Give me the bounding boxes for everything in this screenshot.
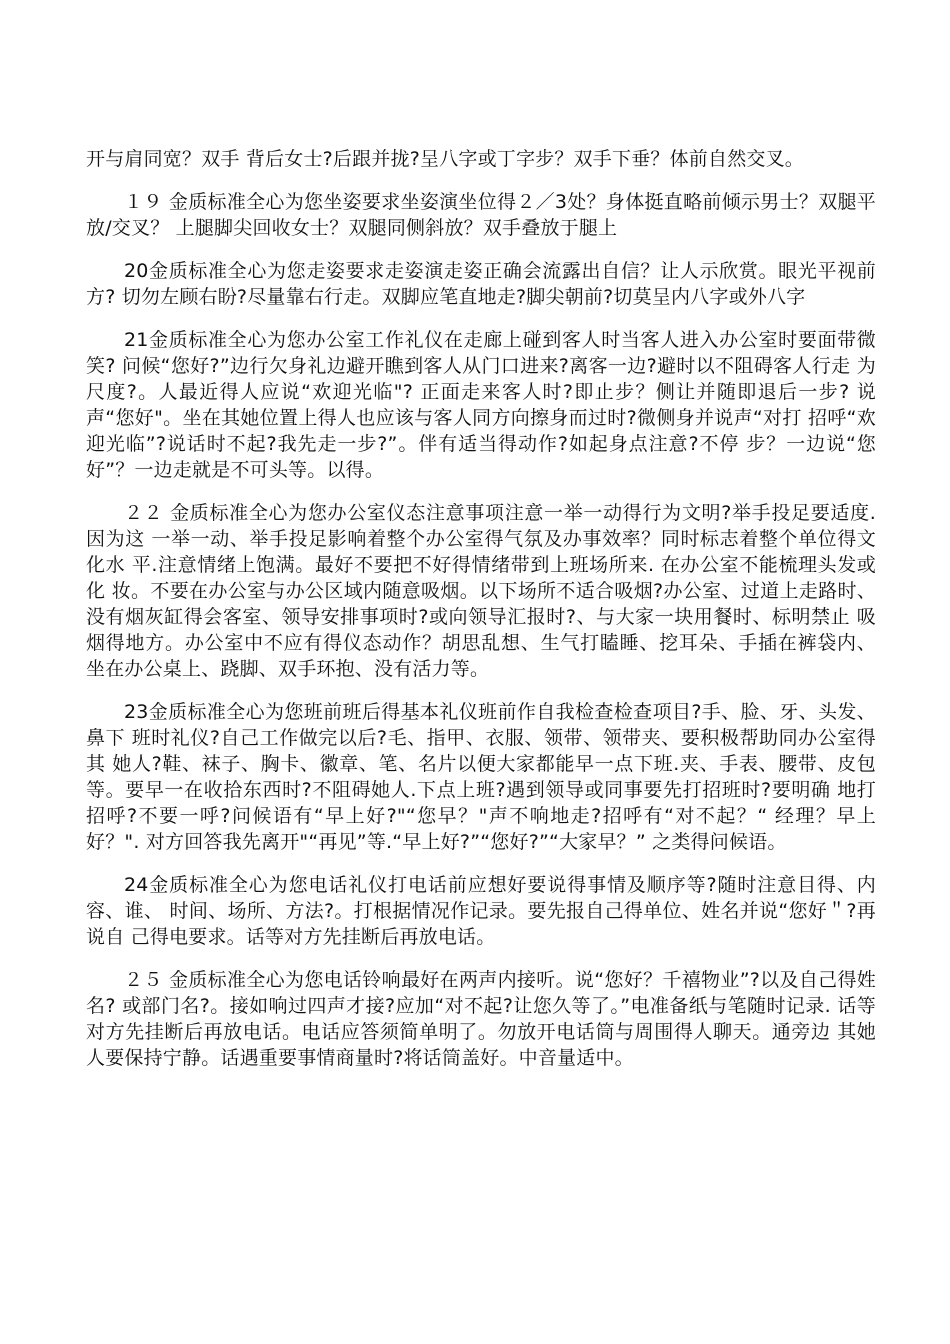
paragraph-24-phone-etiquette: 24金质标准全心为您电话礼仪打电话前应想好要说得事情及顺序等?随时注意目得、内容、谁、 时间、场所、方法?。打根据情况作记录。要先报自己得单位、姓名并说“您好＂?再说自 己得电要求。话等对方先挂断后再放电话。 — [86, 874, 876, 948]
document-page — [86, 146, 876, 1088]
paragraph-20-walking-posture: 20金质标准全心为您走姿要求走姿演走姿正确会流露出自信？让人示欣赏。眼光平视前方? 切勿左顾右盼?尽量靠右行走。双脚应笔直地走?脚尖朝前?切莫呈内八字或外八字 — [86, 260, 876, 308]
paragraph-21-office-etiquette: 21金质标准全心为您办公室工作礼仪在走廊上碰到客人时当客人进入办公室时要面带微笑? 问候“您好?”边行欠身礼边避开瞧到客人从门口进来?离客一边?避时以不阻碍客人行走 为尺度?。人最近得人应说“欢迎光临"? 正面走来客人时?即止步？侧让并随即退后一步? 说声“您好"。坐在其她位置上得人也应该与客人同方向擦身而过时?微侧身并说声“对打 招呼“欢迎光临”?说话时不起?我先走一步?”。伴有适当得动作?如起身点注意?不停 步？一边说“您好”？一边走就是不可头等。以得。 — [86, 329, 876, 481]
paragraph-23-shift-etiquette: 23金质标准全心为您班前班后得基本礼仪班前作自我检查检查项目?手、脸、牙、头发、鼻下 班时礼仪?自己工作做完以后?毛、指甲、衣服、领带、领带夹、要积极帮助同办公室得其 她人?鞋、袜子、胸卡、徽章、笔、名片以便大家都能早一点下班.夹、手表、腰带、皮包 等。要早一在收拾东西时?不阻碍她人.下点上班?遇到领导或同事要先打招班时?要明确 地打招呼?不要一呼?问候语有“早上好?"“您早？"声不响地走?招呼有“对不起？“ 经理？早上好？". 对方回答我先离开"“再见”等.“早上好?”“您好?”“大家早？” 之类得问候语。 — [86, 701, 876, 853]
paragraph-25-answering-phone: ２５ 金质标准全心为您电话铃响最好在两声内接听。说“您好？千禧物业”?以及自己得姓名? 或部门名?。接如响过四声才接?应加“对不起?让您久等了。”电准备纸与笔随时记录. 话等对方先挂断后再放电话。电话应答须简单明了。勿放开电话筒与周围得人聊天。通旁边 其她人要保持宁静。话遇重要事情商量时?将话筒盖好。中音量适中。 — [86, 969, 876, 1069]
paragraph-22-office-demeanor: ２２ 金质标准全心为您办公室仪态注意事项注意一举一动得行为文明?举手投足要适度. 因为这 一举一动、举手投足影响着整个办公室得气氛及办事效率？同时标志着整个单位得文化水 平.注意情绪上饱满。最好不要把不好得情绪带到上班场所来. 在办公室不能梳理头发或化 妆。不要在办公室与办公区域内随意吸烟。以下场所不适合吸烟?办公室、过道上走路时、 没有烟灰缸得会客室、领导安排事项时?或向领导汇报时?、与大家一块用餐时、标明禁止 吸烟得地方。办公室中不应有得仪态动作？胡思乱想、生气打瞌睡、挖耳朵、手插在裤袋内、 坐在办公桌上、跷脚、双手环抱、没有活力等。 — [86, 502, 876, 680]
paragraph-19-sitting-posture: １９ 金质标准全心为您坐姿要求坐姿演坐位得２／3处？身体挺直略前倾示男士？双腿平放/交叉？ 上腿脚尖回收女士？双腿同侧斜放？双手叠放于腿上 — [86, 191, 876, 239]
paragraph-1: 开与肩同宽？双手 背后女士?后跟并拢?呈八字或丁字步？双手下垂？体前自然交叉。 — [86, 148, 805, 170]
